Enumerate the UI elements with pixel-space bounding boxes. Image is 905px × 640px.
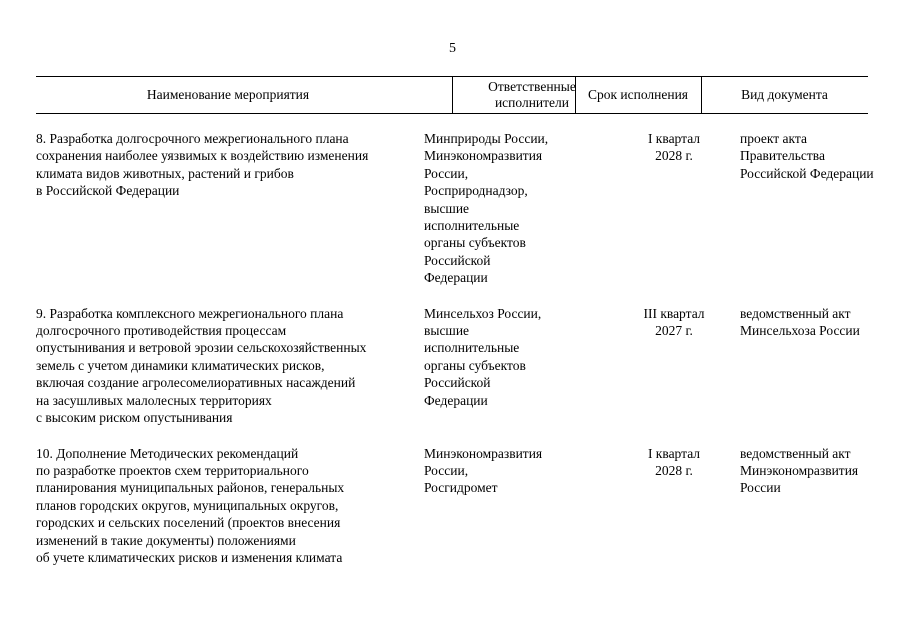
responsible-line: органы субъектов [424,357,526,373]
event-line: земель с учетом динамики климатических рисков, [36,357,325,373]
deadline-cell [608,445,740,480]
doc-type-line: Правительства [740,148,825,164]
table-row [36,445,868,567]
responsible-cell [424,305,608,409]
doc-type-line: ведомственный акт [740,445,851,461]
deadline-line: I квартал [647,131,701,146]
event-line: 10. Дополнение Методических рекомендаций [36,445,299,461]
table-row [36,130,874,287]
event-line: об учете климатических рисков и изменения климата [36,549,343,565]
page-number: 5 [449,41,456,56]
event-cell [36,445,424,567]
responsible-line: высшие [424,323,470,339]
event-cell [36,130,424,200]
responsible-cell [424,445,608,497]
header-deadline: Срок исполнения [587,87,689,102]
responsible-line: Росгидромет [424,480,498,496]
table-body [36,130,874,584]
event-line: в Российской Федерации [36,183,180,199]
deadline-line: III квартал [643,305,705,321]
responsible-line: Минприроды России, [424,131,549,146]
doc-type-cell [740,445,868,497]
responsible-line: Минсельхоз России, [424,305,542,321]
deadline-cell [608,130,740,165]
event-line: планирования муниципальных районов, генеральных [36,480,345,496]
deadline-line: 2028 г. [655,462,693,478]
event-cell [36,305,424,427]
event-line: на засушливых малолесных территориях [36,392,272,408]
doc-type-line: Минсельхоза России [740,323,860,339]
event-line: 9. Разработка комплексного межрегионального плана [36,305,344,321]
table-header [36,76,868,114]
doc-type-line: проект акта [740,131,807,146]
responsible-line: исполнительные [424,340,520,356]
responsible-line: России, [424,462,469,478]
event-line: долгосрочного противодействия процессам [36,323,287,339]
doc-type-cell [740,130,874,182]
deadline-line: I квартал [647,445,701,461]
event-line: опустынивания и ветровой эрозии сельскохозяйственных [36,340,367,356]
header-responsible-line1: Ответственные [488,79,576,94]
responsible-line: Минэкономразвития [424,445,543,461]
responsible-line: исполнительные [424,218,520,234]
event-line: с высоким риском опустынивания [36,410,233,426]
event-line: по разработке проектов схем территориального [36,462,309,478]
responsible-cell [424,130,608,287]
responsible-line: высшие [424,200,470,216]
responsible-line: России, [424,165,469,181]
doc-type-line: ведомственный акт [740,305,851,321]
responsible-line: Федерации [424,392,488,408]
table-row [36,305,868,427]
header-responsible-line2: исполнители [494,95,570,110]
event-line: климата видов животных, растений и грибов [36,165,294,181]
event-line: сохранения наиболее уязвимых к воздействию изменения [36,148,369,164]
event-line: 8. Разработка долгосрочного межрегионального плана [36,131,349,146]
deadline-line: 2028 г. [655,148,693,164]
measures-table [36,76,874,565]
doc-type-line: Минэкономразвития [740,462,859,478]
doc-type-cell [740,305,868,340]
deadline-line: 2027 г. [655,323,693,339]
responsible-line: органы субъектов [424,235,526,251]
deadline-cell [608,305,740,340]
responsible-line: Российской [424,375,491,391]
responsible-line: Росприроднадзор, [424,183,528,199]
header-doc-type: Вид документа [741,87,828,102]
responsible-line: Федерации [424,270,488,286]
doc-type-line: России [740,480,781,496]
event-line: городских и сельских поселений (проектов внесения [36,515,341,531]
event-line: включая создание агролесомелиоративных насаждений [36,375,356,391]
event-line: изменений в такие документы) положениями [36,532,296,548]
responsible-line: Минэкономразвития [424,148,543,164]
doc-type-line: Российской Федерации [740,165,874,181]
event-line: планов городских округов, муниципальных округов, [36,497,339,513]
header-event-name: Наименование мероприятия [146,87,310,102]
responsible-line: Российской [424,252,491,268]
